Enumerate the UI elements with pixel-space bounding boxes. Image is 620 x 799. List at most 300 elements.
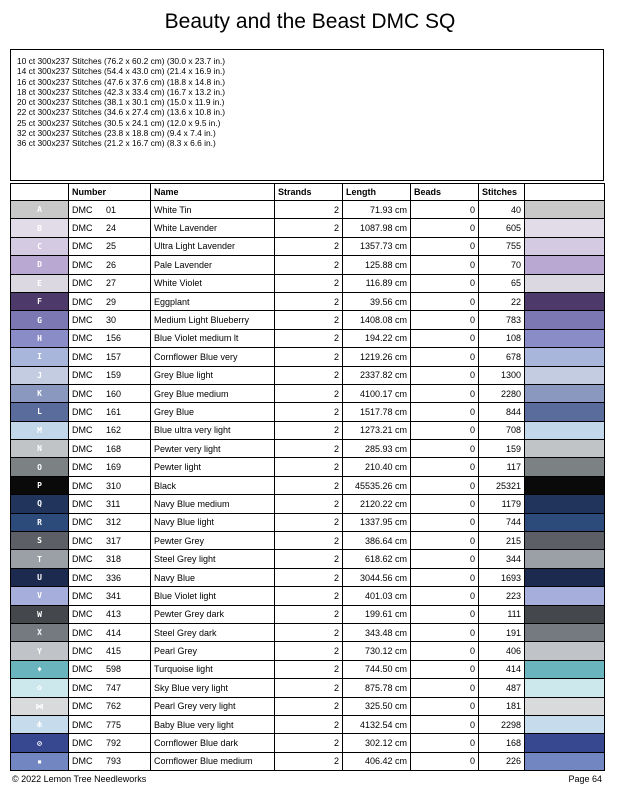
beads-cell: 0 [411, 715, 479, 733]
length-cell: 1219.26 cm [343, 348, 411, 366]
thread-number: 24 [106, 223, 117, 234]
color-swatch [525, 550, 605, 568]
brand-label: DMC [72, 646, 93, 657]
fabric-size-line: 14 ct 300x237 Stitches (54.4 x 43.0 cm) (21.4 x 16.9 in.) [17, 66, 226, 77]
strands-cell: 2 [275, 311, 343, 329]
brand-label: DMC [72, 315, 93, 326]
beads-cell: 0 [411, 292, 479, 310]
number-cell [69, 697, 151, 715]
thread-number: 162 [106, 425, 122, 436]
strands-cell: 2 [275, 623, 343, 641]
stitches-cell: 191 [479, 623, 525, 641]
color-swatch [525, 715, 605, 733]
fabric-size-line: 20 ct 300x237 Stitches (38.1 x 30.1 cm) (15.0 x 11.9 in.) [17, 97, 225, 108]
table-row [11, 329, 605, 347]
number-cell [69, 237, 151, 255]
color-swatch [525, 734, 605, 752]
symbol-cell: Q [11, 495, 69, 513]
beads-cell: 0 [411, 421, 479, 439]
brand-label: DMC [72, 406, 93, 417]
number-column-header: Number [69, 184, 151, 201]
beads-cell: 0 [411, 697, 479, 715]
brand-label: DMC [72, 627, 93, 638]
beads-cell: 0 [411, 495, 479, 513]
brand-label: DMC [72, 223, 93, 234]
beads-cell: 0 [411, 311, 479, 329]
number-cell [69, 329, 151, 347]
thread-number: 160 [106, 388, 122, 399]
number-cell [69, 440, 151, 458]
length-cell: 406.42 cm [343, 752, 411, 770]
stitches-cell: 708 [479, 421, 525, 439]
symbol-cell: D [11, 256, 69, 274]
beads-cell: 0 [411, 642, 479, 660]
brand-label: DMC [72, 259, 93, 270]
brand-label: DMC [72, 701, 93, 712]
number-cell [69, 532, 151, 550]
length-cell: 194.22 cm [343, 329, 411, 347]
strands-cell: 2 [275, 421, 343, 439]
color-swatch [525, 329, 605, 347]
number-cell [69, 623, 151, 641]
thread-number: 310 [106, 480, 122, 491]
number-cell [69, 568, 151, 586]
beads-cell: 0 [411, 550, 479, 568]
strands-cell: 2 [275, 256, 343, 274]
table-row [11, 623, 605, 641]
color-swatch [525, 697, 605, 715]
brand-label: DMC [72, 278, 93, 289]
stitches-cell: 226 [479, 752, 525, 770]
stitches-cell: 40 [479, 201, 525, 219]
symbol-cell: E [11, 274, 69, 292]
brand-label: DMC [72, 462, 93, 473]
number-cell [69, 403, 151, 421]
length-cell: 39.56 cm [343, 292, 411, 310]
length-column-header: Length [343, 184, 411, 201]
length-cell: 875.78 cm [343, 679, 411, 697]
brand-label: DMC [72, 498, 93, 509]
table-row [11, 679, 605, 697]
table-row [11, 292, 605, 310]
table-header-row [11, 184, 605, 201]
beads-cell: 0 [411, 623, 479, 641]
strands-cell: 2 [275, 532, 343, 550]
name-cell: Pewter Grey [151, 532, 275, 550]
beads-cell: 0 [411, 366, 479, 384]
name-cell: Navy Blue [151, 568, 275, 586]
number-cell [69, 219, 151, 237]
thread-number: 26 [106, 259, 117, 270]
brand-label: DMC [72, 296, 93, 307]
table-row [11, 219, 605, 237]
stitches-cell: 1179 [479, 495, 525, 513]
table-row [11, 274, 605, 292]
symbol-cell: O [11, 458, 69, 476]
beads-cell: 0 [411, 568, 479, 586]
thread-number: 156 [106, 333, 122, 344]
stitches-cell: 783 [479, 311, 525, 329]
symbol-cell: N [11, 440, 69, 458]
stitches-cell: 1300 [479, 366, 525, 384]
name-cell: Blue Violet medium lt [151, 329, 275, 347]
number-cell [69, 421, 151, 439]
strands-cell: 2 [275, 440, 343, 458]
color-swatch [525, 513, 605, 531]
symbol-cell: G [11, 311, 69, 329]
color-swatch [525, 660, 605, 678]
number-cell [69, 752, 151, 770]
brand-label: DMC [72, 351, 93, 362]
length-cell: 618.62 cm [343, 550, 411, 568]
brand-label: DMC [72, 480, 93, 491]
symbol-cell: V [11, 587, 69, 605]
brand-label: DMC [72, 241, 93, 252]
length-cell: 45535.26 cm [343, 476, 411, 494]
beads-cell: 0 [411, 219, 479, 237]
strands-cell: 2 [275, 642, 343, 660]
beads-cell: 0 [411, 201, 479, 219]
table-row [11, 697, 605, 715]
name-cell: Navy Blue light [151, 513, 275, 531]
strands-cell: 2 [275, 587, 343, 605]
strands-cell: 2 [275, 513, 343, 531]
brand-label: DMC [72, 443, 93, 454]
strands-cell: 2 [275, 292, 343, 310]
color-swatch [525, 421, 605, 439]
color-swatch [525, 403, 605, 421]
brand-label: DMC [72, 572, 93, 583]
table-row [11, 440, 605, 458]
symbol-cell: T [11, 550, 69, 568]
symbol-cell: X [11, 623, 69, 641]
color-swatch [525, 752, 605, 770]
symbol-cell: R [11, 513, 69, 531]
name-cell: Pewter light [151, 458, 275, 476]
color-swatch [525, 237, 605, 255]
table-row [11, 256, 605, 274]
fabric-size-panel [10, 49, 604, 181]
thread-number: 318 [106, 554, 122, 565]
table-row [11, 495, 605, 513]
color-swatch [525, 623, 605, 641]
symbol-cell: ⊘ [11, 734, 69, 752]
strands-cell: 2 [275, 605, 343, 623]
thread-number: 415 [106, 646, 122, 657]
name-cell: Steel Grey light [151, 550, 275, 568]
symbol-cell: B [11, 219, 69, 237]
beads-cell: 0 [411, 348, 479, 366]
color-swatch [525, 458, 605, 476]
color-swatch [525, 476, 605, 494]
length-cell: 1517.78 cm [343, 403, 411, 421]
brand-label: DMC [72, 370, 93, 381]
symbol-cell: P [11, 476, 69, 494]
name-cell: Pewter Grey dark [151, 605, 275, 623]
name-cell: Cornflower Blue medium [151, 752, 275, 770]
strands-cell: 2 [275, 679, 343, 697]
table-row [11, 587, 605, 605]
fabric-size-line: 10 ct 300x237 Stitches (76.2 x 60.2 cm) (30.0 x 23.7 in.) [17, 56, 226, 66]
thread-number: 336 [106, 572, 122, 583]
length-cell: 1357.73 cm [343, 237, 411, 255]
copyright-notice: © 2022 Lemon Tree Needleworks [12, 774, 147, 784]
number-cell [69, 550, 151, 568]
name-cell: Sky Blue very light [151, 679, 275, 697]
fabric-size-line: 18 ct 300x237 Stitches (42.3 x 33.4 cm) (16.7 x 13.2 in.) [17, 86, 226, 97]
stitches-cell: 181 [479, 697, 525, 715]
length-cell: 1337.95 cm [343, 513, 411, 531]
symbol-cell: ♦ [11, 660, 69, 678]
stitches-cell: 22 [479, 292, 525, 310]
symbol-cell: F [11, 292, 69, 310]
table-row [11, 476, 605, 494]
symbol-cell: J [11, 366, 69, 384]
length-cell: 401.03 cm [343, 587, 411, 605]
thread-number: 311 [106, 498, 121, 509]
beads-cell: 0 [411, 274, 479, 292]
table-row [11, 366, 605, 384]
color-swatch [525, 274, 605, 292]
strands-cell: 2 [275, 495, 343, 513]
thread-number: 159 [106, 370, 122, 381]
length-cell: 285.93 cm [343, 440, 411, 458]
thread-number: 413 [106, 609, 122, 620]
strands-cell: 2 [275, 458, 343, 476]
number-cell [69, 476, 151, 494]
color-swatch [525, 219, 605, 237]
brand-label: DMC [72, 425, 93, 436]
number-cell [69, 660, 151, 678]
thread-number: 762 [106, 701, 122, 712]
color-swatch [525, 440, 605, 458]
name-cell: Grey Blue light [151, 366, 275, 384]
brand-label: DMC [72, 535, 93, 546]
name-cell: Medium Light Blueberry [151, 311, 275, 329]
symbol-cell: M [11, 421, 69, 439]
beads-cell: 0 [411, 403, 479, 421]
table-row [11, 734, 605, 752]
brand-label: DMC [72, 719, 93, 730]
strands-cell: 2 [275, 329, 343, 347]
strands-cell: 2 [275, 348, 343, 366]
name-column-header: Name [151, 184, 275, 201]
thread-number: 161 [106, 406, 122, 417]
name-cell: Grey Blue medium [151, 384, 275, 402]
name-cell: White Violet [151, 274, 275, 292]
color-swatch [525, 495, 605, 513]
thread-number: 747 [106, 682, 122, 693]
color-swatch [525, 201, 605, 219]
number-cell [69, 734, 151, 752]
stitches-cell: 2298 [479, 715, 525, 733]
stitches-cell: 223 [479, 587, 525, 605]
table-row [11, 513, 605, 531]
length-cell: 386.64 cm [343, 532, 411, 550]
color-swatch [525, 311, 605, 329]
color-swatch [525, 587, 605, 605]
number-cell [69, 458, 151, 476]
symbol-cell: ⋔ [11, 715, 69, 733]
thread-number: 30 [106, 315, 117, 326]
brand-label: DMC [72, 609, 93, 620]
beads-cell: 0 [411, 256, 479, 274]
strands-cell: 2 [275, 752, 343, 770]
name-cell: Turquoise light [151, 660, 275, 678]
brand-label: DMC [72, 664, 93, 675]
fabric-size-line: 22 ct 300x237 Stitches (34.6 x 27.4 cm) (13.6 x 10.8 in.) [17, 107, 226, 118]
length-cell: 1408.08 cm [343, 311, 411, 329]
strands-cell: 2 [275, 660, 343, 678]
length-cell: 1273.21 cm [343, 421, 411, 439]
table-row [11, 311, 605, 329]
table-row [11, 532, 605, 550]
strands-cell: 2 [275, 715, 343, 733]
stitches-cell: 487 [479, 679, 525, 697]
number-cell [69, 513, 151, 531]
length-cell: 4132.54 cm [343, 715, 411, 733]
thread-number: 25 [106, 241, 117, 252]
thread-number: 169 [106, 462, 122, 473]
name-cell: Ultra Light Lavender [151, 237, 275, 255]
name-cell: Baby Blue very light [151, 715, 275, 733]
strands-cell: 2 [275, 697, 343, 715]
beads-cell: 0 [411, 587, 479, 605]
thread-number: 792 [106, 738, 122, 749]
stitches-cell: 25321 [479, 476, 525, 494]
color-swatch [525, 568, 605, 586]
strands-cell: 2 [275, 384, 343, 402]
name-cell: Grey Blue [151, 403, 275, 421]
thread-number: 341 [106, 590, 122, 601]
length-cell: 199.61 cm [343, 605, 411, 623]
stitches-cell: 406 [479, 642, 525, 660]
fabric-size-line: 16 ct 300x237 Stitches (47.6 x 37.6 cm) (18.8 x 14.8 in.) [17, 76, 226, 87]
table-row [11, 348, 605, 366]
stitches-cell: 744 [479, 513, 525, 531]
number-cell [69, 715, 151, 733]
length-cell: 744.50 cm [343, 660, 411, 678]
name-cell: Eggplant [151, 292, 275, 310]
name-cell: Blue Violet light [151, 587, 275, 605]
symbol-cell: L [11, 403, 69, 421]
table-row [11, 660, 605, 678]
name-cell: Pearl Grey [151, 642, 275, 660]
color-swatch [525, 256, 605, 274]
number-cell [69, 292, 151, 310]
length-cell: 3044.56 cm [343, 568, 411, 586]
strands-cell: 2 [275, 550, 343, 568]
strands-cell: 2 [275, 734, 343, 752]
beads-cell: 0 [411, 605, 479, 623]
name-cell: Blue ultra very light [151, 421, 275, 439]
number-cell [69, 679, 151, 697]
beads-cell: 0 [411, 458, 479, 476]
number-cell [69, 605, 151, 623]
table-row [11, 237, 605, 255]
thread-number: 317 [106, 535, 122, 546]
color-swatch [525, 679, 605, 697]
beads-cell: 0 [411, 440, 479, 458]
beads-cell: 0 [411, 752, 479, 770]
color-swatch [525, 384, 605, 402]
table-row [11, 458, 605, 476]
stitches-cell: 2280 [479, 384, 525, 402]
symbol-cell: W [11, 605, 69, 623]
stitches-cell: 755 [479, 237, 525, 255]
thread-number: 598 [106, 664, 122, 675]
fabric-size-line: 25 ct 300x237 Stitches (30.5 x 24.1 cm) (12.0 x 9.5 in.) [17, 117, 221, 128]
length-cell: 730.12 cm [343, 642, 411, 660]
beads-cell: 0 [411, 513, 479, 531]
thread-number: 793 [106, 756, 122, 767]
table-row [11, 715, 605, 733]
table-row [11, 403, 605, 421]
symbol-cell: H [11, 329, 69, 347]
thread-number: 157 [106, 351, 122, 362]
thread-number: 27 [106, 278, 117, 289]
number-cell [69, 495, 151, 513]
color-swatch [525, 532, 605, 550]
color-swatch [525, 366, 605, 384]
length-cell: 343.48 cm [343, 623, 411, 641]
brand-label: DMC [72, 388, 93, 399]
page-number: Page 64 [568, 774, 602, 784]
table-row [11, 550, 605, 568]
name-cell: Steel Grey dark [151, 623, 275, 641]
thread-number: 168 [106, 443, 122, 454]
strands-cell: 2 [275, 237, 343, 255]
name-cell: Black [151, 476, 275, 494]
brand-label: DMC [72, 204, 93, 215]
color-swatch [525, 605, 605, 623]
strands-column-header: Strands [275, 184, 343, 201]
thread-number: 414 [106, 627, 122, 638]
stitches-cell: 117 [479, 458, 525, 476]
name-cell: Pale Lavender [151, 256, 275, 274]
number-cell [69, 311, 151, 329]
symbol-cell: I [11, 348, 69, 366]
stitches-cell: 605 [479, 219, 525, 237]
table-row [11, 752, 605, 770]
symbol-cell: S [11, 532, 69, 550]
symbol-column-header [11, 184, 69, 201]
symbol-cell: U [11, 568, 69, 586]
name-cell: Pearl Grey very light [151, 697, 275, 715]
symbol-cell: ✿ [11, 679, 69, 697]
number-cell [69, 201, 151, 219]
stitches-cell: 414 [479, 660, 525, 678]
strands-cell: 2 [275, 274, 343, 292]
name-cell: White Lavender [151, 219, 275, 237]
beads-cell: 0 [411, 660, 479, 678]
thread-number: 01 [106, 204, 117, 215]
swatch-column-header [525, 184, 605, 201]
length-cell: 302.12 cm [343, 734, 411, 752]
table-row [11, 421, 605, 439]
stitches-cell: 678 [479, 348, 525, 366]
stitches-cell: 65 [479, 274, 525, 292]
beads-cell: 0 [411, 734, 479, 752]
brand-label: DMC [72, 333, 93, 344]
length-cell: 4100.17 cm [343, 384, 411, 402]
symbol-cell: A [11, 201, 69, 219]
name-cell: White Tin [151, 201, 275, 219]
color-swatch [525, 292, 605, 310]
color-swatch [525, 348, 605, 366]
number-cell [69, 587, 151, 605]
beads-cell: 0 [411, 384, 479, 402]
